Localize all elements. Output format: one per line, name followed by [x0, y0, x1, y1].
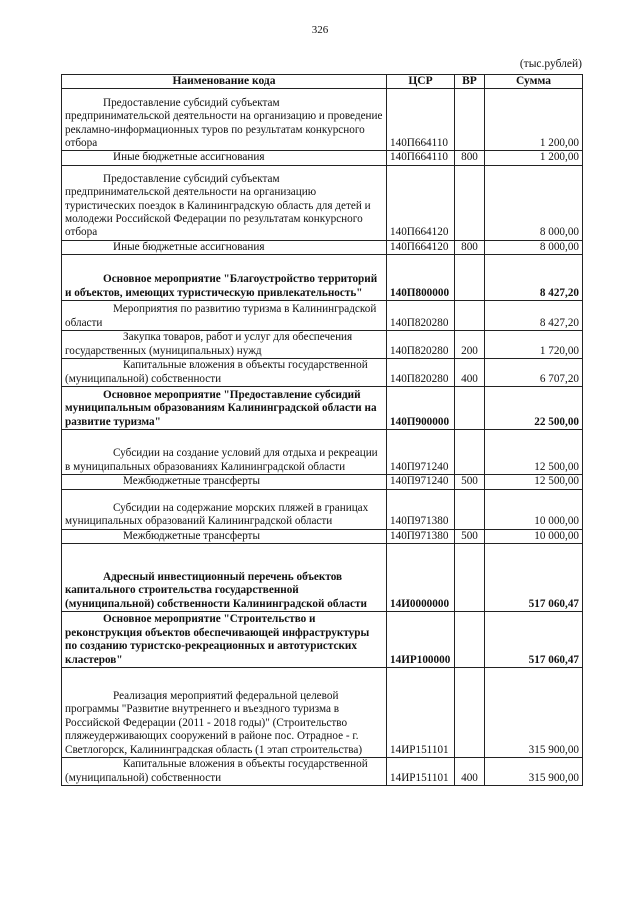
row-name-cell: Межбюджетные трансферты: [62, 529, 387, 543]
row-vr-cell: [455, 165, 485, 240]
table-row: [62, 331, 583, 359]
row-name-cell: Основное мероприятие "Строительство и реконструкция объектов обеспечивающей инфраструктуры по созданию туристско-рекреационных и автотуристских кластеров": [62, 612, 387, 668]
header-csr: ЦСР: [387, 75, 455, 89]
row-name-cell: Реализация мероприятий федеральной целевой программы "Развитие внутреннего и въездного туризма в Российской Федерации (2011 - 2018 годы)" (Строительство пляжеудерживающих сооружений в районе пос. Отрадное - г. Светлогорск, Калининградская область (1 этап строительства): [62, 668, 387, 758]
row-vr-cell: [455, 89, 485, 151]
table-row: [62, 151, 583, 165]
row-sum-cell: 8 000,00: [485, 165, 583, 240]
table-row: [62, 240, 583, 254]
table-row: [62, 475, 583, 489]
table-row: [62, 255, 583, 301]
row-sum-cell: 8 427,20: [485, 255, 583, 301]
row-vr-cell: 800: [455, 151, 485, 165]
row-csr-cell: 140П971380: [387, 529, 455, 543]
row-name-cell: Капитальные вложения в объекты государственной (муниципальной) собственности: [62, 758, 387, 786]
table-row: [62, 359, 583, 387]
row-vr-cell: [455, 668, 485, 758]
table-row: [62, 89, 583, 151]
row-csr-cell: 140П971240: [387, 475, 455, 489]
row-name-cell: Основное мероприятие "Благоустройство территорий и объектов, имеющих туристическую привлекательность": [62, 255, 387, 301]
row-name-cell: Закупка товаров, работ и услуг для обеспечения государственных (муниципальных) нужд: [62, 331, 387, 359]
row-vr-cell: 500: [455, 529, 485, 543]
table-row: [62, 668, 583, 758]
row-name-cell: Адресный инвестиционный перечень объектов капитального строительства государственной (муниципальной) собственности Калининградской области: [62, 544, 387, 612]
row-csr-cell: 140П971240: [387, 430, 455, 475]
row-sum-cell: 12 500,00: [485, 475, 583, 489]
row-vr-cell: 200: [455, 331, 485, 359]
row-csr-cell: 140П800000: [387, 255, 455, 301]
row-csr-cell: 14ИР151101: [387, 758, 455, 786]
row-vr-cell: 500: [455, 475, 485, 489]
row-sum-cell: 8 000,00: [485, 240, 583, 254]
row-csr-cell: 140П664110: [387, 151, 455, 165]
row-vr-cell: 400: [455, 359, 485, 387]
table-row: [62, 612, 583, 668]
row-vr-cell: [455, 255, 485, 301]
row-name-cell: Субсидии на создание условий для отдыха и рекреации в муниципальных образованиях Калининградской области: [62, 430, 387, 475]
header-sum: Сумма: [485, 75, 583, 89]
row-vr-cell: 400: [455, 758, 485, 786]
row-name-cell: Межбюджетные трансферты: [62, 475, 387, 489]
row-csr-cell: 140П820280: [387, 301, 455, 331]
row-vr-cell: 800: [455, 240, 485, 254]
row-name-cell: Мероприятия по развитию туризма в Калининградской области: [62, 301, 387, 331]
row-csr-cell: 140П664120: [387, 240, 455, 254]
row-vr-cell: [455, 430, 485, 475]
row-sum-cell: 22 500,00: [485, 387, 583, 430]
header-name: Наименование кода: [62, 75, 387, 89]
table-header-row: [62, 75, 583, 89]
table-row: [62, 301, 583, 331]
row-csr-cell: 140П664110: [387, 89, 455, 151]
row-csr-cell: 140П900000: [387, 387, 455, 430]
row-sum-cell: 1 720,00: [485, 331, 583, 359]
row-name-cell: Субсидии на содержание морских пляжей в границах муниципальных образований Калининградской области: [62, 489, 387, 529]
table-body: [62, 89, 583, 786]
row-csr-cell: 14ИР151101: [387, 668, 455, 758]
row-vr-cell: [455, 387, 485, 430]
budget-table: [61, 74, 583, 786]
row-name-cell: Предоставление субсидий субъектам предпринимательской деятельности на организацию и проведение рекламно-информационных туров по результатам конкурсного отбора: [62, 89, 387, 151]
row-csr-cell: 14ИР100000: [387, 612, 455, 668]
row-csr-cell: 140П664120: [387, 165, 455, 240]
table-row: [62, 387, 583, 430]
row-sum-cell: 517 060,47: [485, 544, 583, 612]
row-vr-cell: [455, 489, 485, 529]
table-row: [62, 758, 583, 786]
row-sum-cell: 315 900,00: [485, 758, 583, 786]
table-row: [62, 544, 583, 612]
table-row: [62, 165, 583, 240]
row-name-cell: Капитальные вложения в объекты государственной (муниципальной) собственности: [62, 359, 387, 387]
row-name-cell: Иные бюджетные ассигнования: [62, 240, 387, 254]
row-sum-cell: 315 900,00: [485, 668, 583, 758]
row-vr-cell: [455, 544, 485, 612]
table-row: [62, 529, 583, 543]
row-sum-cell: 8 427,20: [485, 301, 583, 331]
row-name-cell: Предоставление субсидий субъектам предпринимательской деятельности на организацию туристических поездок в Калининградскую область для детей и молодежи Российской Федерации по результатам конкурсного отбора: [62, 165, 387, 240]
row-sum-cell: 1 200,00: [485, 151, 583, 165]
table-row: [62, 489, 583, 529]
row-sum-cell: 10 000,00: [485, 489, 583, 529]
row-csr-cell: 140П820280: [387, 331, 455, 359]
row-sum-cell: 10 000,00: [485, 529, 583, 543]
page-number: 326: [311, 24, 329, 36]
row-csr-cell: 140П971380: [387, 489, 455, 529]
row-sum-cell: 12 500,00: [485, 430, 583, 475]
unit-label: (тыс.рублей): [519, 58, 582, 70]
row-sum-cell: 6 707,20: [485, 359, 583, 387]
row-vr-cell: [455, 301, 485, 331]
row-csr-cell: 140П820280: [387, 359, 455, 387]
header-vr: ВР: [455, 75, 485, 89]
row-sum-cell: 517 060,47: [485, 612, 583, 668]
row-name-cell: Основное мероприятие "Предоставление субсидий муниципальным образованиям Калининградской области на развитие туризма": [62, 387, 387, 430]
row-sum-cell: 1 200,00: [485, 89, 583, 151]
row-csr-cell: 14И0000000: [387, 544, 455, 612]
row-vr-cell: [455, 612, 485, 668]
row-name-cell: Иные бюджетные ассигнования: [62, 151, 387, 165]
table-row: [62, 430, 583, 475]
